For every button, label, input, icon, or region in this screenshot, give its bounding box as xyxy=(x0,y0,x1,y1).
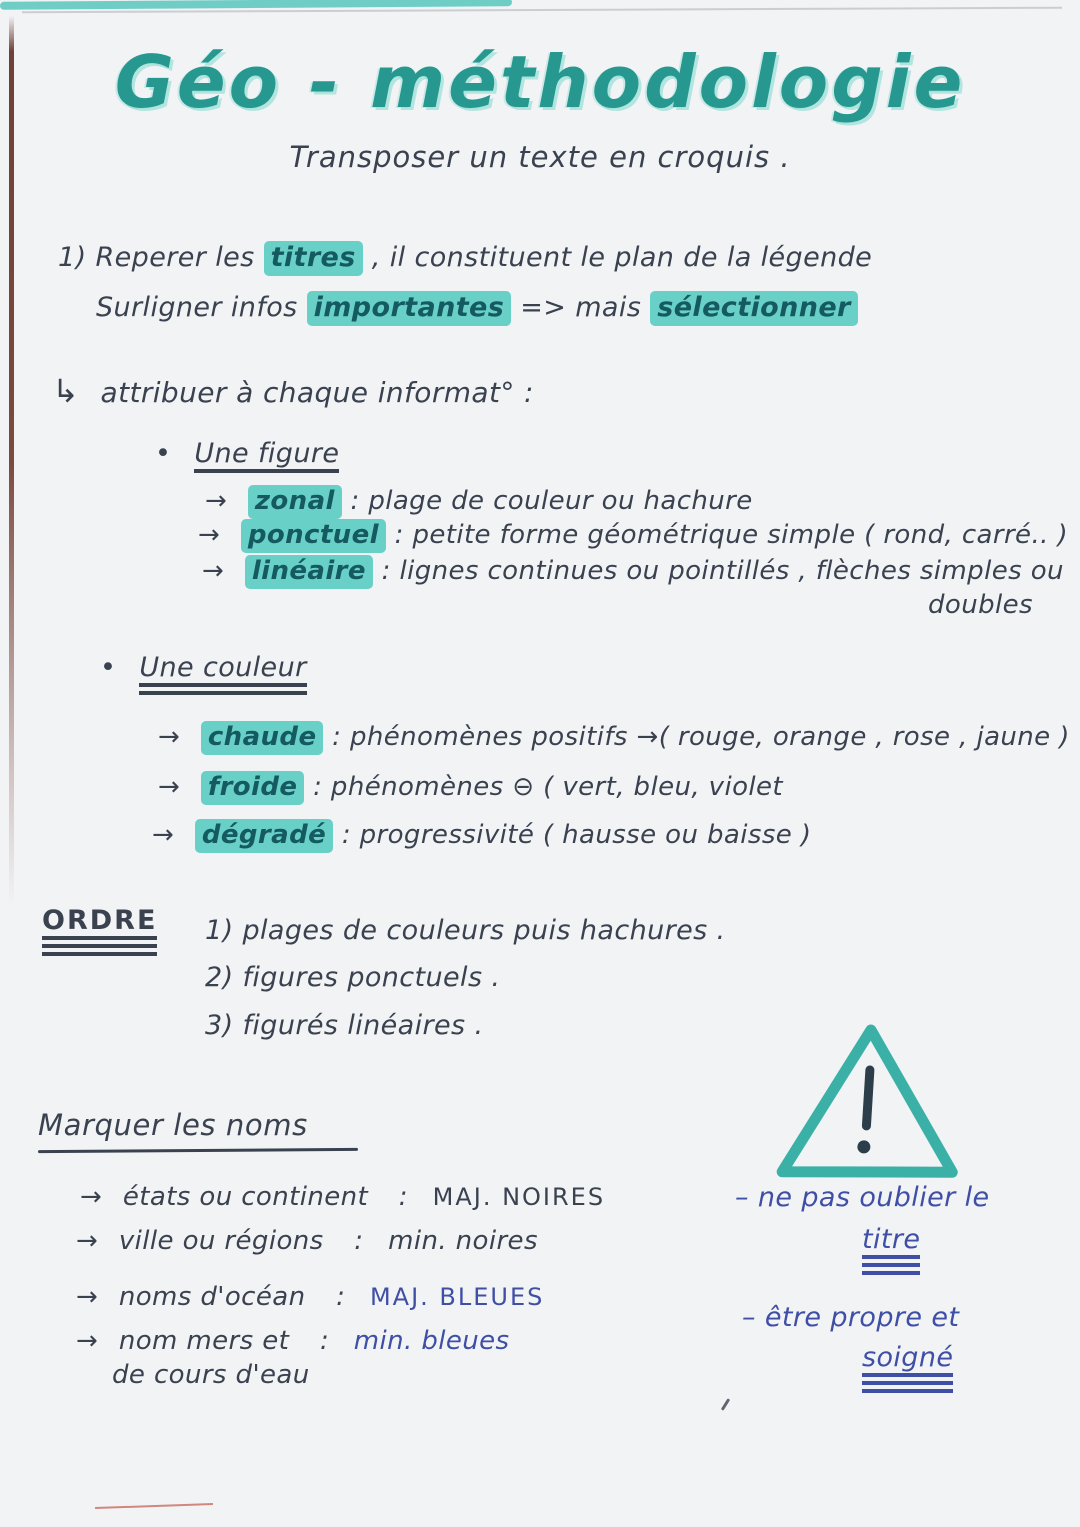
page-title: Géo - méthodologie xyxy=(114,40,966,124)
step1-line1-pre: 1) Reperer les xyxy=(58,242,255,273)
row-separator: : xyxy=(319,1326,330,1356)
arrow-icon: → xyxy=(76,1326,99,1356)
zonal-text: : plage de couleur ou hachure xyxy=(350,486,753,516)
ponctuel-text: : petite forme géométrique simple ( rond, carré.. ) xyxy=(394,520,1068,550)
ordre-item-1: 1) plages de couleurs puis hachures . xyxy=(205,915,726,946)
row-value-blue: MAJ. BLEUES xyxy=(369,1283,545,1311)
stray-pen-mark xyxy=(721,1398,730,1411)
step1-line1-post: , il constituent le plan de la légende xyxy=(371,242,873,273)
highlight-lineaire: linéaire xyxy=(245,555,373,589)
highlight-titres: titres xyxy=(264,241,363,276)
degrade-text: : progressivité ( hausse ou baisse ) xyxy=(341,820,812,850)
couleur-heading-text: Une couleur xyxy=(139,652,307,683)
highlight-ponctuel: ponctuel xyxy=(241,519,386,553)
note-soigne-word: soigné xyxy=(862,1342,954,1373)
row-separator: : xyxy=(336,1282,346,1312)
couleur-degrade-line xyxy=(152,820,811,850)
row-label: nom mers et xyxy=(118,1326,290,1356)
ordre-item-2: 2) figures ponctuels . xyxy=(205,962,501,993)
couleur-chaude-line xyxy=(158,722,1070,752)
highlight-selectionner: sélectionner xyxy=(650,291,858,326)
row-value: min. noires xyxy=(388,1226,538,1256)
row-value-blue: min. bleues xyxy=(353,1326,510,1356)
highlight-froide: froide xyxy=(201,771,305,805)
name-row-etats xyxy=(80,1182,605,1212)
name-row-mers xyxy=(76,1326,509,1356)
froide-text: : phénomènes ⊖ ( vert, bleu, violet xyxy=(313,772,784,802)
noms-heading: Marquer les noms xyxy=(38,1108,308,1142)
arrow-icon: → xyxy=(205,486,228,516)
step1-line2-mid: => mais xyxy=(520,292,642,323)
arrow-icon: → xyxy=(80,1182,103,1212)
arrow-icon: → xyxy=(152,820,175,850)
note-titre-word: titre xyxy=(862,1224,921,1255)
highlight-chaude: chaude xyxy=(201,721,324,755)
arrow-icon: → xyxy=(198,520,221,550)
warning-triangle-icon xyxy=(770,1017,969,1190)
step1-line1 xyxy=(58,242,872,273)
figure-ponctuel-line xyxy=(198,520,1068,550)
arrow-icon: → xyxy=(158,722,181,752)
highlight-importantes: importantes xyxy=(307,291,512,326)
row-label: états ou continent xyxy=(122,1182,369,1212)
attribuer-line xyxy=(52,372,534,410)
row-value: MAJ. NOIRES xyxy=(432,1183,606,1211)
chaude-text: : phénomènes positifs →( rouge, orange , rose , jaune ) xyxy=(332,722,1070,752)
note-soigne-line: – être propre et xyxy=(742,1302,960,1333)
subtitle-marker-underline xyxy=(0,0,512,10)
noms-heading-underline xyxy=(38,1148,358,1153)
step1-line2 xyxy=(96,292,858,323)
figure-zonal-line xyxy=(205,486,753,516)
name-row-mers-line2: de cours d'eau xyxy=(112,1360,310,1390)
name-row-ville xyxy=(76,1226,538,1256)
ordre-heading: ORDRE xyxy=(42,905,158,936)
row-separator: : xyxy=(354,1226,364,1256)
note-titre-line: – ne pas oublier le xyxy=(735,1182,990,1213)
page-subtitle: Transposer un texte en croquis . xyxy=(289,140,791,174)
attribuer-text: attribuer à chaque informat° : xyxy=(100,376,534,409)
couleur-heading xyxy=(100,652,307,683)
couleur-froide-line xyxy=(158,772,783,802)
arrow-icon: → xyxy=(158,772,181,802)
highlight-degrade: dégradé xyxy=(195,819,333,853)
bullet-icon: • xyxy=(100,652,117,683)
hook-arrow-icon: ↳ xyxy=(52,372,80,410)
row-separator: : xyxy=(398,1182,408,1212)
row-label: noms d'océan xyxy=(118,1282,306,1312)
bullet-icon: • xyxy=(155,438,172,469)
arrow-icon: → xyxy=(202,556,225,586)
step1-line2-pre: Surligner infos xyxy=(96,292,298,323)
arrow-icon: → xyxy=(76,1282,99,1312)
figure-lineaire-line xyxy=(202,556,1064,586)
row-label: ville ou régions xyxy=(118,1226,324,1256)
figure-heading xyxy=(155,438,339,469)
name-row-ocean xyxy=(76,1282,544,1312)
highlight-zonal: zonal xyxy=(248,485,342,519)
arrow-icon: → xyxy=(76,1226,99,1256)
scan-red-artifact xyxy=(95,1503,213,1509)
ordre-item-3: 3) figurés linéaires . xyxy=(205,1010,484,1041)
figure-heading-text: Une figure xyxy=(194,438,340,469)
lineaire-wrap-word: doubles xyxy=(928,590,1033,620)
lineaire-text: : lignes continues ou pointillés , flèches simples ou xyxy=(381,556,1064,586)
